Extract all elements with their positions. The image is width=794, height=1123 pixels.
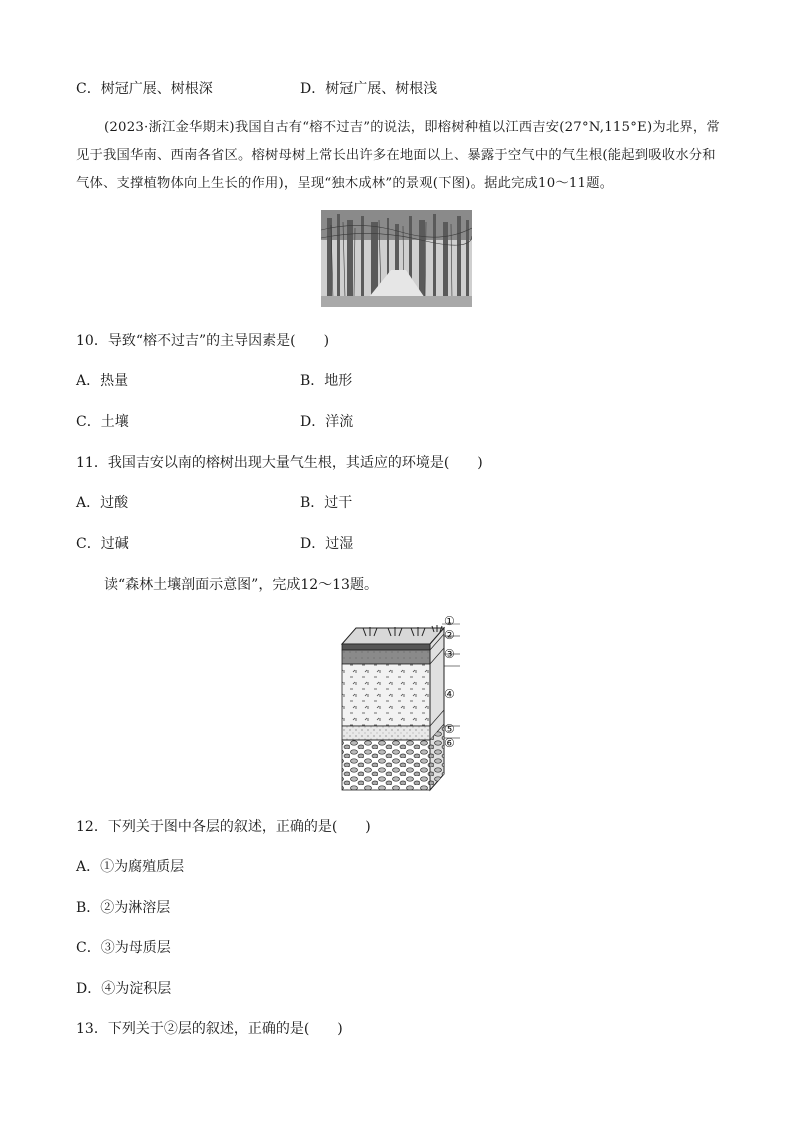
- option-d: D．树冠广展、树根浅: [300, 81, 438, 97]
- banyan-photo: [321, 210, 472, 307]
- soil-label-4: ④: [444, 687, 455, 701]
- q12-option-b: B．②为淋溶层: [76, 900, 171, 916]
- q12-option-d: D．④为淀积层: [76, 981, 172, 997]
- material-2-text: 读“森林土壤剖面示意图”，完成12～13题。: [104, 577, 378, 593]
- q12-option-c: C．③为母质层: [76, 940, 171, 956]
- q11-option-a: A．过酸: [76, 495, 129, 511]
- soil-label-2: ②: [444, 628, 455, 642]
- question-13-stem: 13．下列关于②层的叙述，正确的是( ): [76, 1021, 343, 1037]
- question-12-stem: 12．下列关于图中各层的叙述，正确的是( ): [76, 819, 371, 835]
- q10-option-a: A．热量: [76, 373, 129, 389]
- q10-option-c: C．土壤: [76, 414, 129, 430]
- soil-label-3: ③: [444, 647, 455, 661]
- option-c: C．树冠广展、树根深: [76, 81, 213, 97]
- soil-label-6: ⑥: [444, 736, 455, 750]
- q10-option-b: B．地形: [300, 373, 353, 389]
- material-paragraph: (2023·浙江金华期末)我国自古有“榕不过吉”的说法，即榕树种植以江西吉安(27°N,115°E)为北界，常见于我国华南、西南各省区。榕树母树上常长出许多在地面以上、暴露于空气中的气生根(能起到吸收水分和气体、支撑植物体向上生长的作用)，呈现“独木成林”的景观(下图)。据此完成10～11题。: [76, 120, 720, 191]
- soil-label-5: ⑤: [444, 722, 455, 736]
- q12-option-a: A．①为腐殖质层: [76, 859, 185, 875]
- question-11-stem: 11．我国吉安以南的榕树出现大量气生根，其适应的环境是( ): [76, 455, 483, 471]
- soil-label-1: ①: [444, 614, 455, 628]
- q10-option-d: D．洋流: [300, 414, 354, 430]
- q11-option-b: B．过干: [300, 495, 353, 511]
- q11-option-d: D．过湿: [300, 536, 354, 552]
- question-10-stem: 10．导致“榕不过吉”的主导因素是( ): [76, 333, 330, 349]
- q11-option-c: C．过碱: [76, 536, 129, 552]
